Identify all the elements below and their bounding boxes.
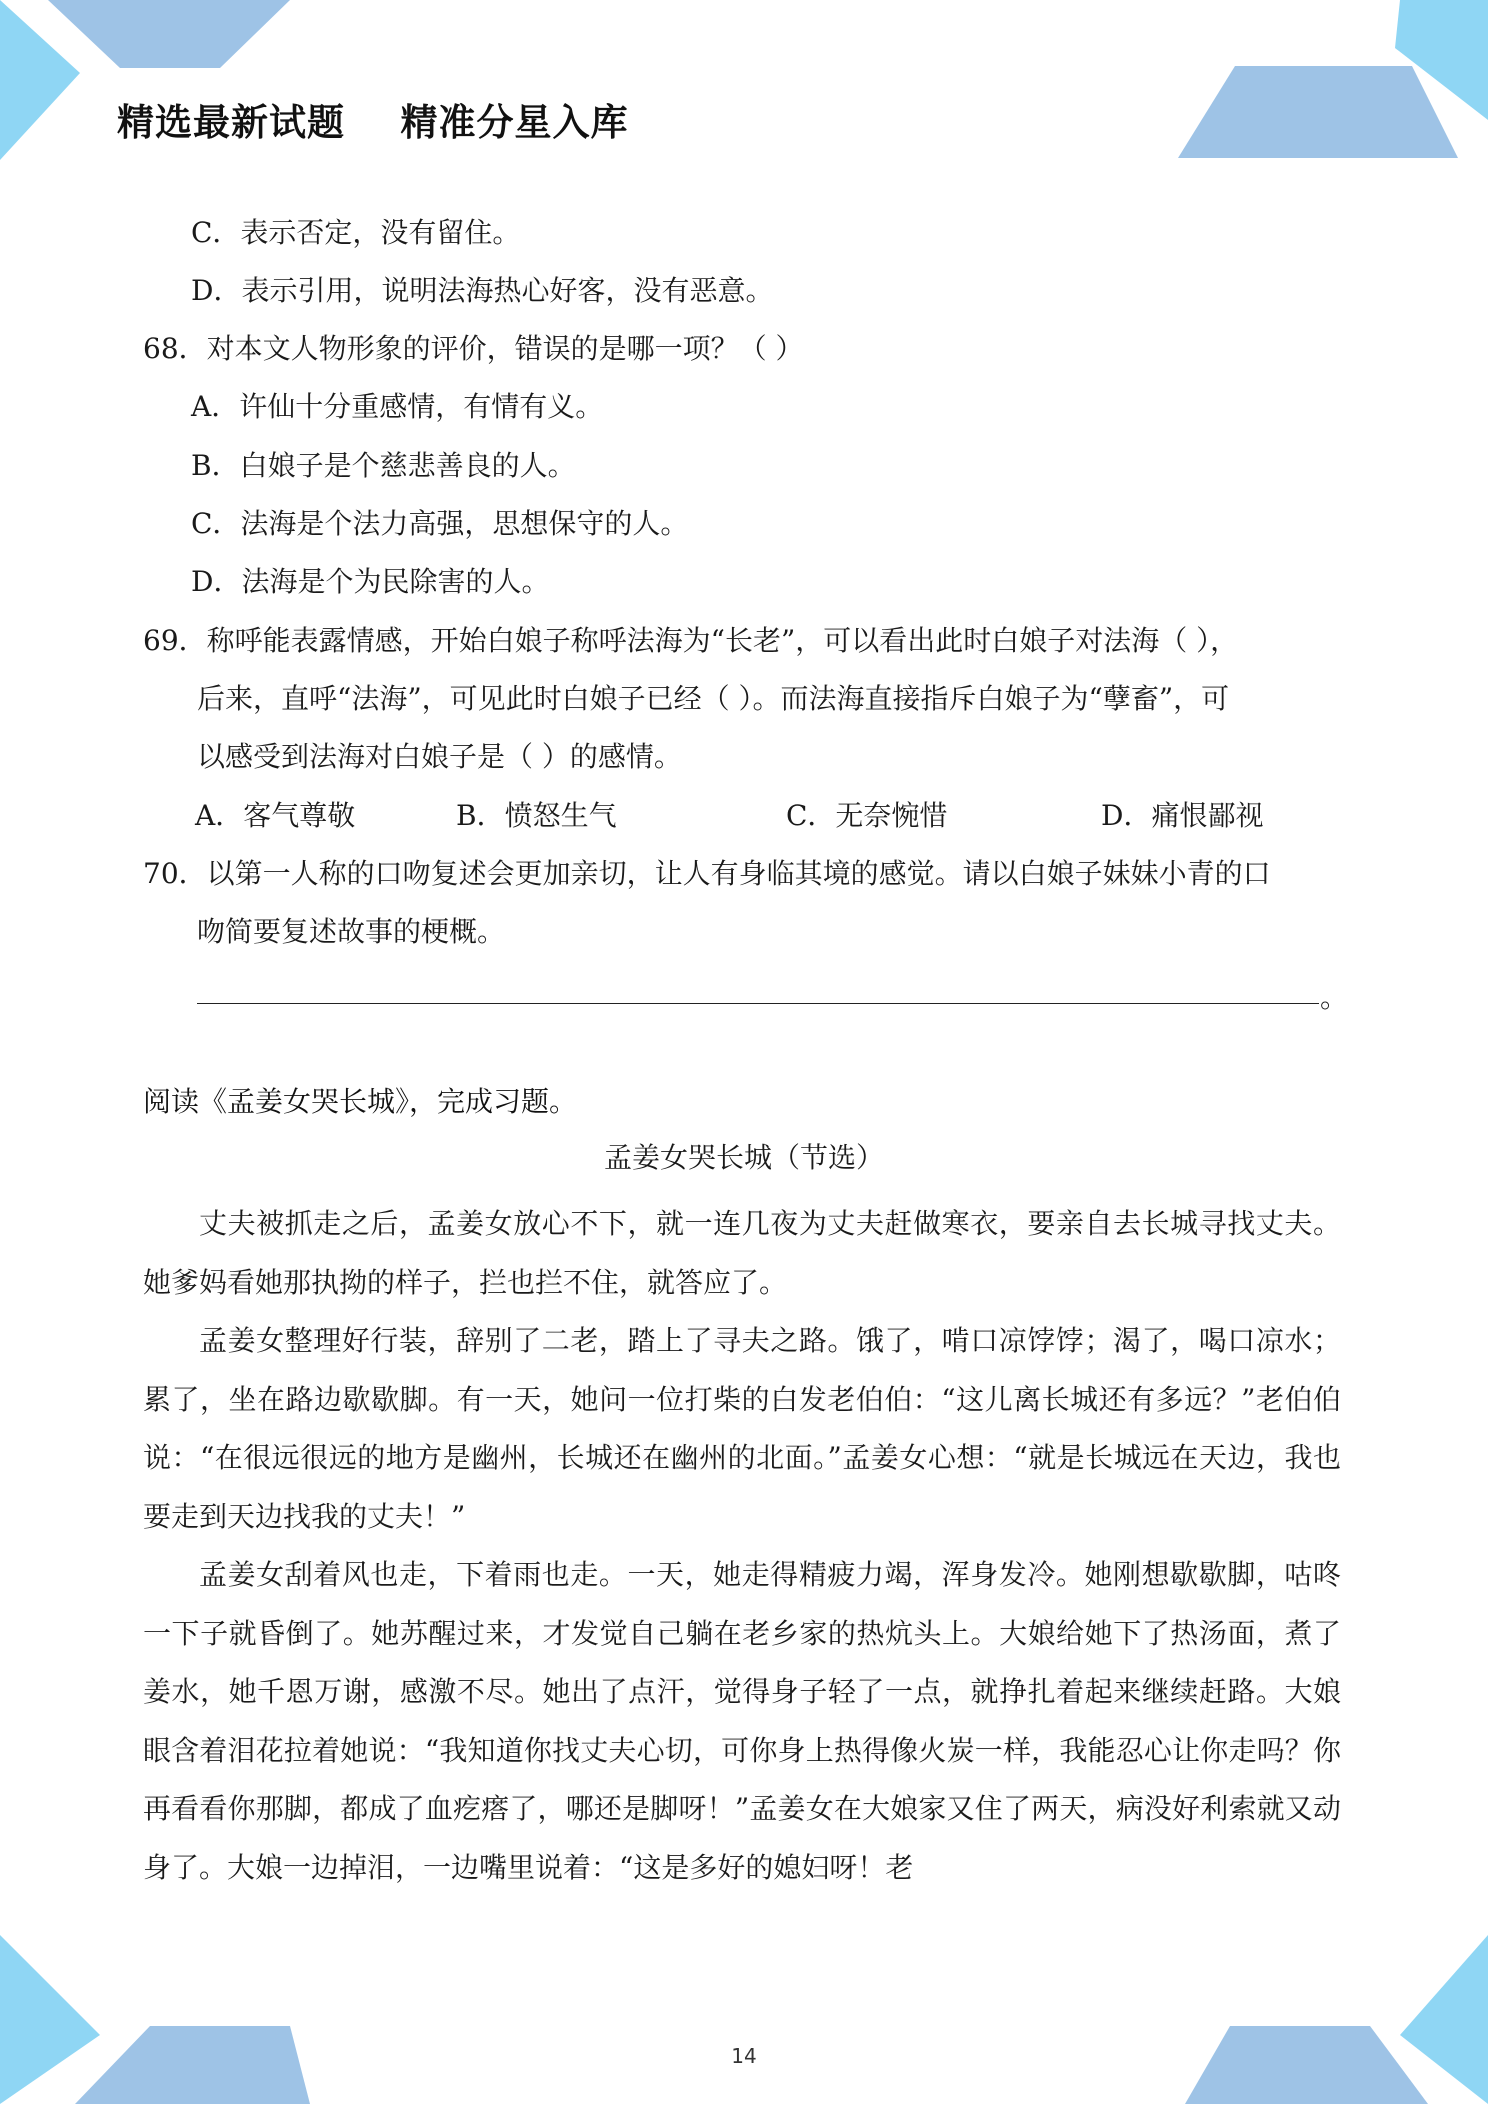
passage-paragraph: 孟姜女整理好行装，辞别了二老，踏上了寻夫之路。饿了，啃口凉饽饽；渴了，喝口凉水；累了，坐在路边歇歇脚。有一天，她问一位打柴的白发老伯伯：“这儿离长城还有多远？”老伯伯说：“在很远很远的地方是幽州，长城还在幽州的北面。”孟姜女心想：“就是长城远在天边，我也要走到天边找我的丈夫！” [143,1324,1341,1533]
question-69-line-3: 以感受到法海对白娘子是（ ）的感情。 [197,740,682,773]
page-number: 14 [731,2044,757,2068]
reading-heading: 阅读《孟姜女哭长城》，完成习题。 [143,1085,578,1118]
q67-option-d: D．表示引用，说明法海热心好客，没有恶意。 [191,274,774,307]
answer-blank-period: 。 [1320,981,1349,1014]
question-70-line-2: 吻简要复述故事的梗概。 [197,915,506,948]
passage-title: 孟姜女哭长城（节选） [603,1141,884,1174]
top-right-trapezoid-shape [1178,66,1458,158]
question-68: 68．对本文人物形象的评价，错误的是哪一项？（ ） [143,332,804,365]
passage-paragraph: 丈夫被抓走之后，孟姜女放心不下，就一连几夜为丈夫赶做寒衣，要亲自去长城寻找丈夫。她爹妈看她那执拗的样子，拦也拦不住，就答应了。 [143,1207,1341,1299]
q68-option-b: B．白娘子是个慈悲善良的人。 [191,449,576,482]
bottom-left-triangle-shape [0,1935,100,2104]
answer-blank-line [197,1003,1319,1004]
q69-option-d: D．痛恨鄙视 [1101,799,1264,832]
top-left-trapezoid-shape [48,0,290,68]
bottom-right-triangle-shape [1400,1935,1488,2104]
passage-paragraph: 孟姜女刮着风也走，下着雨也走。一天，她走得精疲力竭，浑身发冷。她刚想歇歇脚，咕咚一下子就昏倒了。她苏醒过来，才发觉自己躺在老乡家的热炕头上。大娘给她下了热汤面，煮了姜水，她千恩万谢，感激不尽。她出了点汗，觉得身子轻了一点，就挣扎着起来继续赶路。大娘眼含着泪花拉着她说：“我知道你找丈夫心切，可你身上热得像火炭一样，我能忍心让你走吗？你再看看你那脚，都成了血疙瘩了，哪还是脚呀！”孟姜女在大娘家又住了两天，病没好利索就又动身了。大娘一边掉泪，一边嘴里说着：“这是多好的媳妇呀！老 [143,1558,1341,1884]
header-title: 精选最新试题 精准分星入库 [117,101,629,144]
question-70-line-1: 70．以第一人称的口吻复述会更加亲切，让人有身临其境的感觉。请以白娘子妹妹小青的口 [143,857,1271,890]
question-69-line-1: 69．称呼能表露情感，开始白娘子称呼法海为“长老”，可以看出此时白娘子对法海（ ）， [143,624,1239,657]
q68-option-a: A．许仙十分重感情，有情有义。 [191,390,604,423]
question-69-line-2: 后来，直呼“法海”，可见此时白娘子已经（ ）。而法海直接指斥白娘子为“孽畜”，可 [197,682,1230,715]
q69-option-b: B．愤怒生气 [456,799,617,832]
q67-option-c: C．表示否定，没有留住。 [191,216,521,249]
top-left-triangle-shape [0,0,80,160]
q68-option-d: D．法海是个为民除害的人。 [191,565,550,598]
q68-option-c: C．法海是个法力高强，思想保守的人。 [191,507,689,540]
passage-body [143,1195,1341,1897]
q69-option-c: C．无奈惋惜 [786,799,948,832]
q69-option-a: A．客气尊敬 [195,799,356,832]
